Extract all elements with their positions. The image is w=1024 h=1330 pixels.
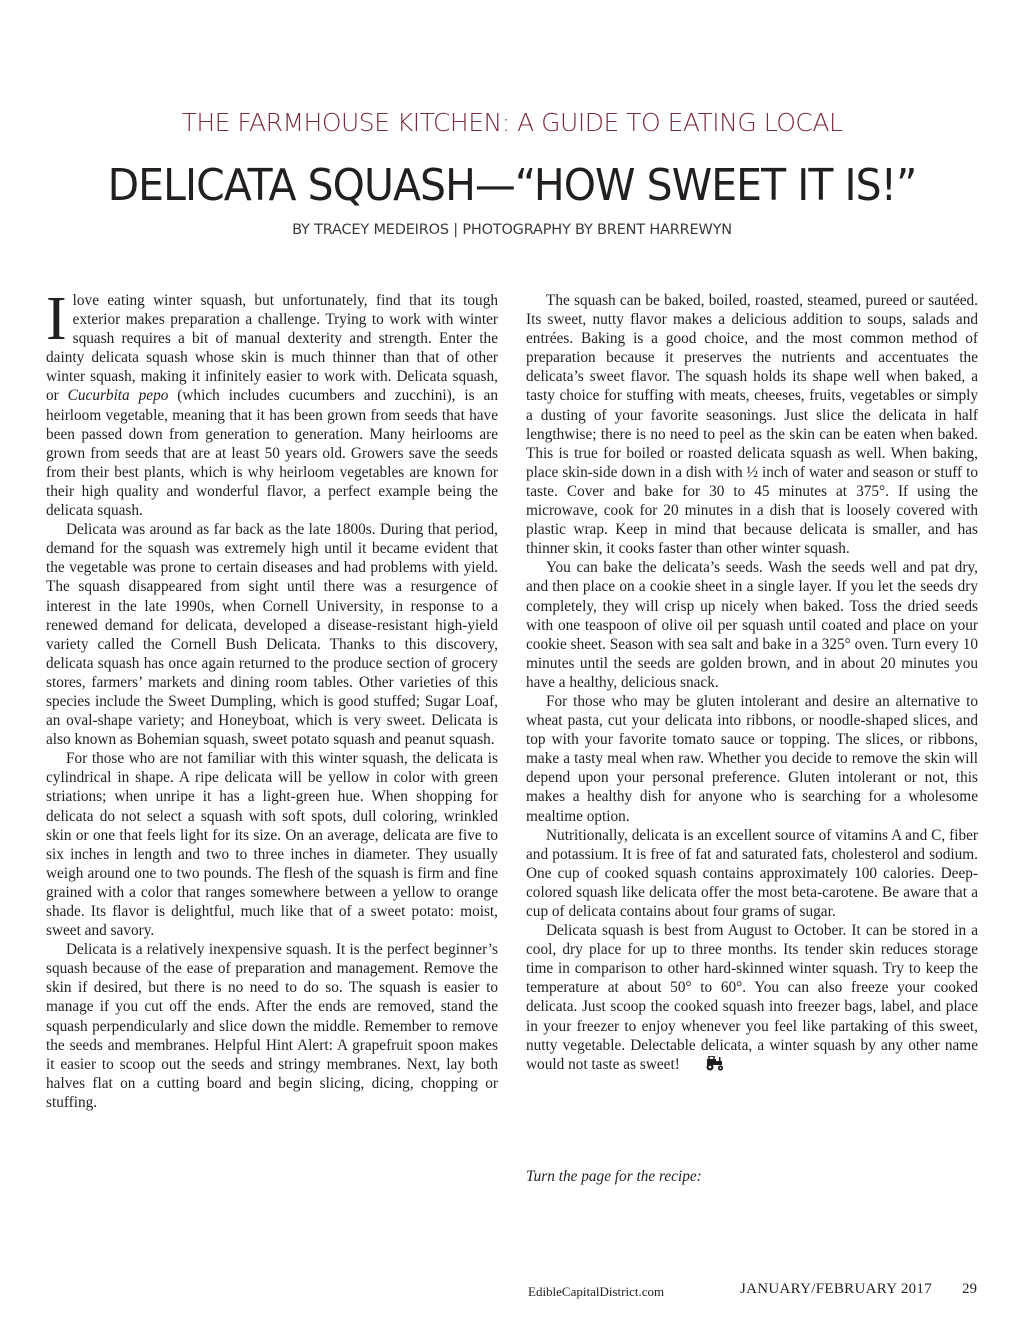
paragraph-7: For those who may be gluten intolerant and desire an alternative to wheat pasta, cut your delicata into ribbons, or noodle-shaped slices, and top with your favorite tomato sauce or topping. The slices, or ribbons, make a tasty meal when raw. Whether you decide to remove the skin will depend upon your personal preference. Gluten intolerant or not, this makes a healthy dish for anyone who is searching for a wholesome mealtime option. bbox=[526, 692, 978, 825]
paragraph-6: You can bake the delicata’s seeds. Wash the seeds well and pat dry, and then place on a cookie sheet in a single layer. If you let the seeds dry completely, they will crisp up nicely when baked. Toss the dried seeds with one teaspoon of olive oil per squash until coated and place on your cookie sheet. Season with sea salt and bake in a 325° oven. Turn every 10 minutes until the seeds are golden brown, and in about 20 minutes you have a healthy, delicious snack. bbox=[526, 559, 978, 691]
paragraph-3: For those who are not familiar with this winter squash, the delicata is cylindrical in shape. A ripe delicata will be yellow in color with green striations; when unripe it has a light-green hue. When shopping for delicata do not select a squash with soft spots, dull coloring, wrinkled skin or one that feels light for its size. On an average, delicata are five to six inches in length and two to three inches in diameter. They usually weigh around one to two pounds. The flesh of the squash is firm and fine grained with a color that ranges somewhere between a yellow to orange shade. Its flavor is delightful, much like that of a sweet potato: moist, sweet and savory. bbox=[46, 750, 498, 940]
paragraph-4: Delicata is a relatively inexpensive squash. It is the perfect beginner’s squash because of the ease of preparation and management. Remove the skin if desired, but there is no need to do so. The squash is easier to manage if you cut off the ends. After the ends are removed, stand the squash perpendicularly and slice down the middle. Remember to remove the seeds and membranes. Helpful Hint Alert: A grapefruit spoon makes it easier to scoop out the seeds and stringy membranes. Next, lay both halves flat on a cutting board and begin slicing, dicing, chopping or stuffing. bbox=[46, 941, 498, 1111]
page-number: 29 bbox=[962, 1281, 977, 1297]
byline: BY TRACEY MEDEIROS | PHOTOGRAPHY BY BRENT HARREWYN bbox=[292, 222, 732, 238]
article-column-right bbox=[526, 291, 978, 1076]
turn-page-note: Turn the page for the recipe: bbox=[526, 1168, 702, 1185]
article-column-left bbox=[46, 285, 498, 1112]
paragraph-5: The squash can be baked, boiled, roasted, steamed, pureed or sautéed. Its sweet, nutty flavor makes a delicious addition to soups, salads and entrées. Baking is a good choice, and the most common method of preparation because it preserves the nutrients and accentuates the delicata’s sweet flavor. The squash holds its shape well when baked, a tasty choice for stuffing with meats, cheeses, fruits, vegetables or simply a dusting of your favorite seasonings. Just slice the delicata in half lengthwise; there is no need to peel as the skin can be eaten when baked. This is true for boiled or roasted delicata squash as well. When baking, place skin-side down in a dish with ½ inch of water and season or stuff to taste. Cover and bake for 30 to 45 minutes at 375°. If using the microwave, cook for 20 minutes in a dish that is loosely covered with plastic wrap. Keep in mind that because delicata is smaller, and has thinner skin, it cooks faster than other winter squash. bbox=[526, 292, 978, 558]
paragraph-9-text: Delicata squash is best from August to October. It can be stored in a cool, dry place for up to three months. Its tender skin reduces storage time in comparison to other hard-skinned winter squash. Try to keep the temperature at about 50° to 60°. You can also freeze your cooked delicata. Just scoop the cooked squash into freezer bags, label, and place in your freezer to enjoy whenever you feel like partaking of this sweet, nutty vegetable. Delectable delicata, a winter squash by any other name would not taste as sweet! bbox=[526, 922, 978, 1073]
article-title: DELICATA SQUASH—“HOW SWEET IT IS!” bbox=[107, 160, 917, 211]
paragraph-1 bbox=[46, 285, 498, 520]
footer-issue: JANUARY/FEBRUARY 2017 bbox=[740, 1281, 933, 1297]
section-kicker: THE FARMHOUSE KITCHEN: A GUIDE TO EATING LOCAL bbox=[181, 108, 843, 137]
paragraph-2: Delicata was around as far back as the late 1800s. During that period, demand for the squash was extremely high until it became evident that the vegetable was prone to certain diseases and had problems with yield. The squash disappeared from sight until there was a resurgence of interest in the late 1990s, when Cornell University, in response to a renewed demand for delicata, developed a disease-resistant high-yield variety called the Cornell Bush Delicata. Thanks to this discovery, delicata squash has once again returned to the produce section of grocery stores, farmers’ markets and dining room tables. Other varieties of this species include the Sweet Dumpling, which is good stuffed; Sugar Loaf, an oval-shape variety; and Honeyboat, which is very sweet. Delicata is also known as Bohemian squash, sweet potato squash and peanut squash. bbox=[46, 521, 498, 749]
footer-website: EdibleCapitalDistrict.com bbox=[528, 1284, 665, 1299]
paragraph-8: Nutritionally, delicata is an excellent source of vitamins A and C, fiber and potassium. It is free of fat and saturated fats, cholesterol and sodium. One cup of cooked squash contains approximately 100 calories. Deep-colored squash like delicata offer the most beta-carotene. Be aware that a cup of delicata contains about four grams of sugar. bbox=[526, 826, 978, 920]
paragraph-9 bbox=[526, 921, 978, 1076]
scientific-name: Cucurbita pepo bbox=[67, 387, 169, 405]
paragraph-1-text-b: (which includes cucumbers and zucchini), is an heirloom vegetable, meaning that it has been grown from seeds that have been passed down from generation to generation. Many heirlooms are grown from seeds that are at least 50 years old. Growers save the seeds from their best plants, which is why heirloom vegetables are known for their high quality and wonderful flavor, a perfect example being the delicata squash. bbox=[46, 387, 498, 520]
tractor-icon bbox=[684, 1056, 726, 1076]
paragraph-1-text-a: love eating winter squash, but unfortunately, find that its tough exterior makes preparation a challenge. Trying to work with winter squash requires a bit of manual dexterity and strength. Enter the dainty delicata squash whose skin is much thinner than that of other winter squash, making it infinitely easier to work with. Delicata squash, or bbox=[46, 292, 498, 405]
drop-cap: I bbox=[46, 285, 67, 353]
